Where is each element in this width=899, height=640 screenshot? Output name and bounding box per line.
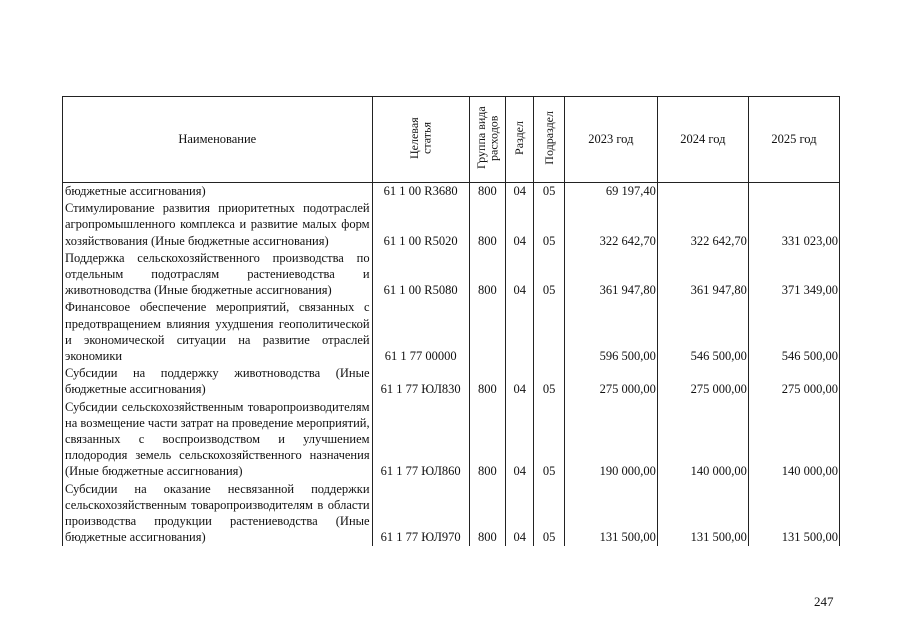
row-2025: 140 000,00 <box>748 399 839 481</box>
row-section: 04 <box>506 365 534 398</box>
row-subsection: 05 <box>534 250 564 300</box>
row-2023: 596 500,00 <box>564 299 657 365</box>
table-body <box>63 183 840 547</box>
row-code: 61 1 77 ЮЛ860 <box>372 399 469 481</box>
header-2023: 2023 год <box>564 97 657 183</box>
row-name: Субсидии сельскохозяйственным товаропроизводителям на возмещение части затрат на проведение мероприятий, связанных с воспроизводством и улучшением плодородия земель сельскохозяйственного назначения (Иные бюджетные ассигнования) <box>63 399 373 481</box>
row-2023: 361 947,80 <box>564 250 657 300</box>
row-2023: 275 000,00 <box>564 365 657 398</box>
table-row <box>63 365 840 398</box>
row-2024: 140 000,00 <box>657 399 748 481</box>
row-2023: 190 000,00 <box>564 399 657 481</box>
row-2025 <box>748 183 839 201</box>
row-2023: 131 500,00 <box>564 481 657 547</box>
row-code: 61 1 77 00000 <box>372 299 469 365</box>
row-2025: 371 349,00 <box>748 250 839 300</box>
row-section: 04 <box>506 481 534 547</box>
row-code: 61 1 77 ЮЛ830 <box>372 365 469 398</box>
table-header <box>63 97 840 183</box>
row-code: 61 1 77 ЮЛ970 <box>372 481 469 547</box>
header-target: Целевая статья <box>372 97 469 183</box>
row-group: 800 <box>469 183 505 201</box>
row-group: 800 <box>469 399 505 481</box>
row-2025: 131 500,00 <box>748 481 839 547</box>
header-group: Группа вида расходов <box>469 97 505 183</box>
row-subsection: 05 <box>534 399 564 481</box>
row-code: 61 1 00 R3680 <box>372 183 469 201</box>
row-2024 <box>657 183 748 201</box>
row-section: 04 <box>506 399 534 481</box>
row-name: бюджетные ассигнования) <box>63 183 373 201</box>
page-number: 247 <box>814 594 834 609</box>
row-2025: 331 023,00 <box>748 200 839 250</box>
row-2025: 546 500,00 <box>748 299 839 365</box>
header-subsection: Подраздел <box>534 97 564 183</box>
row-2025: 275 000,00 <box>748 365 839 398</box>
table-row <box>63 183 840 201</box>
row-subsection: 05 <box>534 481 564 547</box>
header-2024: 2024 год <box>657 97 748 183</box>
row-name: Стимулирование развития приоритетных подотраслей агропромышленного комплекса и развитие малых форм хозяйствования (Иные бюджетные ассигнования) <box>63 200 373 250</box>
row-2024: 322 642,70 <box>657 200 748 250</box>
row-name: Субсидии на оказание несвязанной поддержки сельскохозяйственным товаропроизводителям в области производства продукции растениеводства (Иные бюджетные ассигнования) <box>63 481 373 547</box>
row-code: 61 1 00 R5080 <box>372 250 469 300</box>
header-name: Наименование <box>63 97 373 183</box>
row-section: 04 <box>506 250 534 300</box>
budget-table <box>62 96 840 546</box>
row-section: 04 <box>506 200 534 250</box>
row-2024: 361 947,80 <box>657 250 748 300</box>
row-group: 800 <box>469 365 505 398</box>
row-subsection <box>534 299 564 365</box>
row-subsection: 05 <box>534 365 564 398</box>
table-row <box>63 399 840 481</box>
row-name: Субсидии на поддержку животноводства (Иные бюджетные ассигнования) <box>63 365 373 398</box>
table-row <box>63 250 840 300</box>
row-group <box>469 299 505 365</box>
header-section: Раздел <box>506 97 534 183</box>
row-2023: 322 642,70 <box>564 200 657 250</box>
row-name: Финансовое обеспечение мероприятий, связанных с предотвращением влияния ухудшения геополитической и экономической ситуации на развитие отраслей экономики <box>63 299 373 365</box>
table-row <box>63 481 840 547</box>
row-2023: 69 197,40 <box>564 183 657 201</box>
table-row <box>63 200 840 250</box>
row-2024: 546 500,00 <box>657 299 748 365</box>
row-subsection: 05 <box>534 200 564 250</box>
row-2024: 275 000,00 <box>657 365 748 398</box>
row-name: Поддержка сельскохозяйственного производства по отдельным подотраслям растениеводства и животноводства (Иные бюджетные ассигнования) <box>63 250 373 300</box>
table-row <box>63 299 840 365</box>
row-subsection: 05 <box>534 183 564 201</box>
row-section <box>506 299 534 365</box>
row-code: 61 1 00 R5020 <box>372 200 469 250</box>
row-group: 800 <box>469 250 505 300</box>
header-2025: 2025 год <box>748 97 839 183</box>
row-group: 800 <box>469 481 505 547</box>
row-section: 04 <box>506 183 534 201</box>
row-group: 800 <box>469 200 505 250</box>
row-2024: 131 500,00 <box>657 481 748 547</box>
